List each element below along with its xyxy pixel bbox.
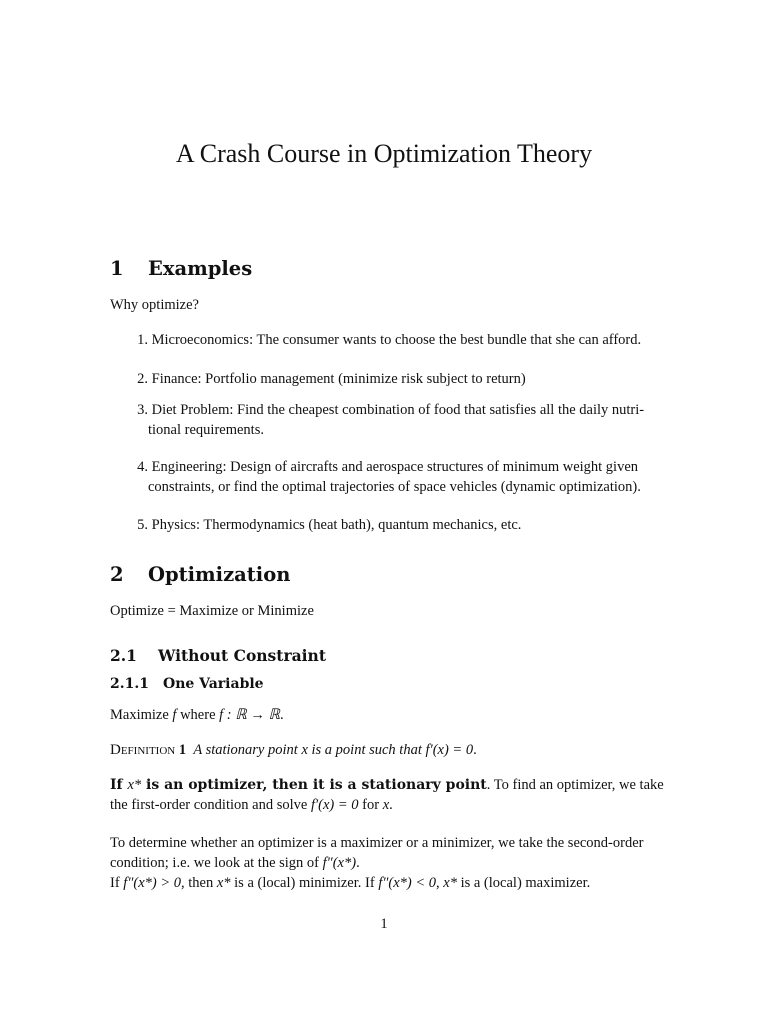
math-f: f xyxy=(172,707,177,723)
section-number: 1 xyxy=(110,257,124,280)
text-run: , xyxy=(436,875,444,891)
list-item-text: Physics: Thermodynamics (heat bath), quantum mechanics, etc. xyxy=(151,517,522,533)
bold-text: is an optimizer, then it is a stationary point xyxy=(141,777,487,793)
page-number: 1 xyxy=(380,916,388,932)
text-run: the first-order condition and solve xyxy=(110,797,311,813)
math-mapping: f : ℝ → ℝ xyxy=(219,707,280,723)
definition-text: is a point such that xyxy=(307,742,426,758)
list-item xyxy=(137,369,526,389)
list-item-text: Finance: Portfolio management (minimize risk subject to return) xyxy=(151,371,526,387)
optimizer-paragraph xyxy=(110,775,664,815)
text-run: where xyxy=(176,707,220,723)
text-run: is a (local) minimizer. If xyxy=(230,875,379,891)
section-title: Examples xyxy=(148,257,253,280)
subsubsection-number: 2.1.1 xyxy=(110,676,149,692)
list-item-number: 5. xyxy=(137,517,148,533)
text-run: . xyxy=(389,797,393,813)
math-xstar: x* xyxy=(216,875,231,891)
list-item-text: Microeconomics: The consumer wants to choose the best bundle that she can afford. xyxy=(151,332,642,348)
subsection-title: Without Constraint xyxy=(158,646,326,665)
section-number: 2 xyxy=(110,563,124,586)
math-condition: f′(x) = 0 xyxy=(425,742,474,758)
math-inequality: f″(x*) < 0 xyxy=(378,875,437,891)
page-title: A Crash Course in Optimization Theory xyxy=(175,139,593,168)
why-optimize-text: Why optimize? xyxy=(110,297,199,313)
maximize-statement xyxy=(110,705,284,725)
list-item xyxy=(137,457,641,497)
definition-number: 1 xyxy=(178,742,187,758)
list-item-text: Engineering: Design of aircrafts and aerospace structures of minimum weight given xyxy=(151,459,639,475)
list-item-text: Diet Problem: Find the cheapest combination of food that satisfies all the daily nutri- xyxy=(151,402,645,418)
text-run: To determine whether an optimizer is a maximizer or a minimizer, we take the second-order xyxy=(110,835,644,851)
subsection-heading-without-constraint xyxy=(110,646,326,665)
list-item xyxy=(137,330,642,350)
math-second-derivative: f″(x*) xyxy=(322,855,357,871)
text-run: . xyxy=(356,855,360,871)
second-order-paragraph xyxy=(110,833,643,893)
section-heading-optimization xyxy=(110,563,290,586)
list-item-number: 2. xyxy=(137,371,148,387)
list-item-number: 3. xyxy=(137,402,148,418)
definition-text: A stationary point xyxy=(193,742,302,758)
math-xstar: x* xyxy=(443,875,457,891)
text-run: condition; i.e. we look at the sign of xyxy=(110,855,323,871)
text-run: for xyxy=(358,797,383,813)
math-first-order: f′(x) = 0 xyxy=(310,797,359,813)
section-title: Optimization xyxy=(148,563,291,586)
text-run: . To find an optimizer, we take xyxy=(486,777,664,793)
text-run: If xyxy=(110,875,124,891)
math-x: x xyxy=(382,797,390,813)
subsection-number: 2.1 xyxy=(110,646,137,665)
math-xstar: x* xyxy=(127,777,142,793)
list-item xyxy=(137,400,645,440)
definition-block xyxy=(110,740,477,760)
section-heading-examples xyxy=(110,257,252,280)
list-item-text: tional requirements. xyxy=(148,422,264,438)
text-run: . xyxy=(473,742,477,758)
list-item-number: 4. xyxy=(137,459,148,475)
list-item-number: 1. xyxy=(137,332,148,348)
bold-text: If xyxy=(110,777,128,793)
optimize-definition-text: Optimize = Maximize or Minimize xyxy=(110,603,314,619)
math-inequality: f″(x*) > 0 xyxy=(123,875,181,891)
list-item-text: constraints, or find the optimal trajectories of space vehicles (dynamic optimization). xyxy=(148,479,641,495)
definition-label: Definition xyxy=(110,742,176,758)
text-run: . xyxy=(279,707,284,723)
list-item xyxy=(137,515,522,535)
text-run: , then xyxy=(181,875,217,891)
text-run: Maximize xyxy=(110,707,173,723)
subsubsection-heading-one-variable xyxy=(110,676,264,692)
text-run: is a (local) maximizer. xyxy=(456,875,591,891)
subsubsection-title: One Variable xyxy=(163,676,264,692)
math-x: x xyxy=(301,742,308,758)
